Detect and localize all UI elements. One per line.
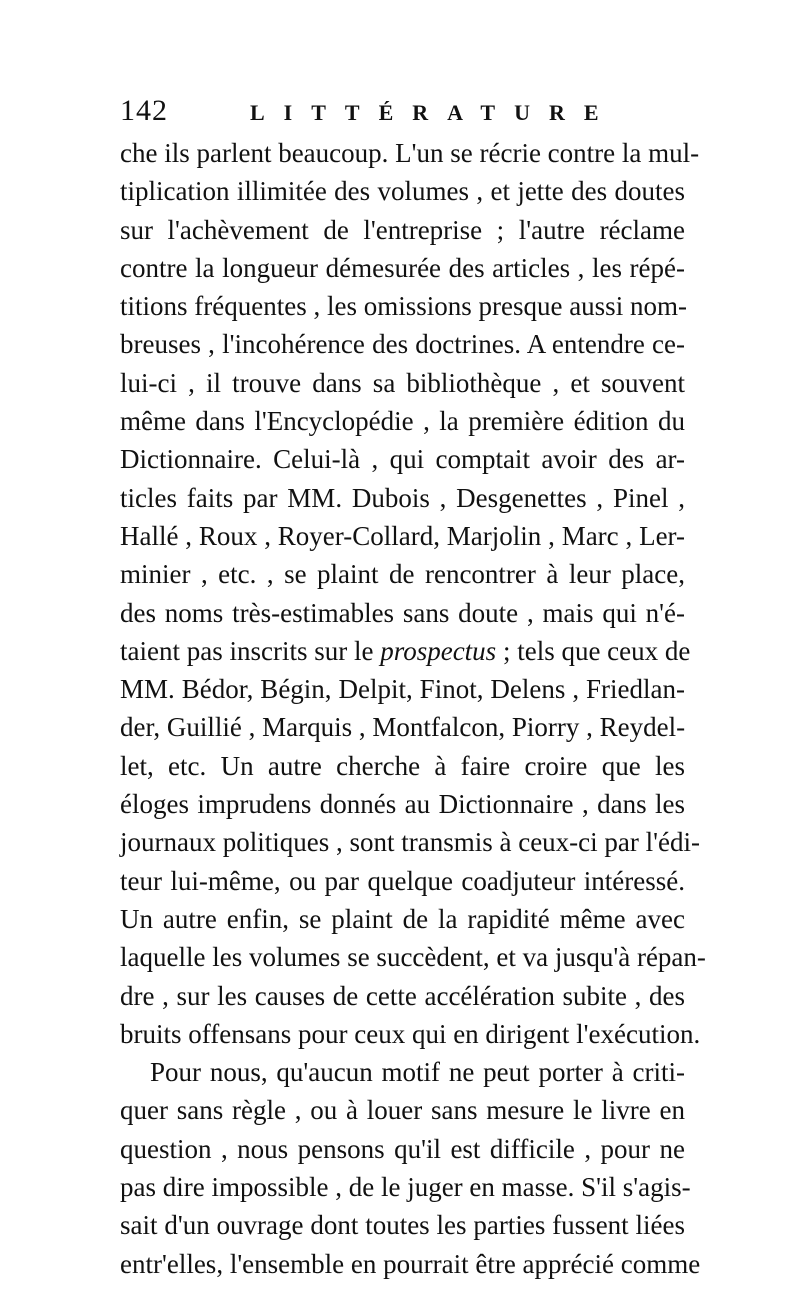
text-line: lui-ci , il trouve dans sa bibliothèque , et souvent <box>120 367 685 398</box>
text-line: journaux politiques , sont transmis à ceux-ci par l'édi- <box>120 827 700 858</box>
text-line: contre la longueur démesurée des articles , les répé- <box>120 252 685 283</box>
text-line: laquelle les volumes se succèdent, et va jusqu'à répan- <box>120 942 706 973</box>
text-line: tiplication illimitée des volumes , et jette des doutes <box>120 176 685 207</box>
text-line: taient pas inscrits sur le prospectus ; tels que ceux de <box>120 635 691 666</box>
text-line: Hallé , Roux , Royer-Collard, Marjolin , Marc , Ler- <box>120 520 685 551</box>
text-line: pas dire impossible , de le juger en masse. S'il s'agis- <box>120 1172 691 1203</box>
text-line: MM. Bédor, Bégin, Delpit, Finot, Delens , Friedlan- <box>120 674 685 705</box>
text-line: ticles faits par MM. Dubois , Desgenettes , Pinel , <box>120 482 685 513</box>
text-line: quer sans règle , ou à louer sans mesure le livre en <box>120 1095 685 1126</box>
body-text <box>120 134 706 1283</box>
paragraph-first-line: Pour nous, qu'aucun motif ne peut porter à criti- <box>150 1057 685 1088</box>
text-line: minier , etc. , se plaint de rencontrer à leur place, <box>120 559 685 590</box>
text-line: let, etc. Un autre cherche à faire croire que les <box>120 750 685 781</box>
text-line: question , nous pensons qu'il est difficile , pour ne <box>120 1133 685 1164</box>
italic-word: prospectus <box>380 635 497 666</box>
text-line: des noms très-estimables sans doute , mais qui n'é- <box>120 597 685 628</box>
text-line: che ils parlent beaucoup. L'un se récrie contre la mul- <box>120 138 700 168</box>
text-line: bruits offensans pour ceux qui en dirigent l'exécution. <box>120 1018 701 1049</box>
text-line: der, Guillié , Marquis , Montfalcon, Piorry , Reydel- <box>120 712 686 743</box>
text-line: éloges imprudens donnés au Dictionnaire , dans les <box>120 789 685 820</box>
text-line: Un autre enfin, se plaint de la rapidité même avec <box>120 903 685 934</box>
page-number: 142 <box>120 94 168 127</box>
text-line: teur lui-même, ou par quelque coadjuteur intéressé. <box>120 865 685 896</box>
running-title: LITTÉRATURE <box>250 100 618 125</box>
text-line: entr'elles, l'ensemble en pourrait être apprécié comme <box>120 1248 701 1279</box>
text-line: Dictionnaire. Celui-là , qui comptait avoir des ar- <box>120 444 685 475</box>
text-line: sur l'achèvement de l'entreprise ; l'autre réclame <box>120 214 685 245</box>
text-line: breuses , l'incohérence des doctrines. A entendre ce- <box>120 329 685 360</box>
text-line: titions fréquentes , les omissions presque aussi nom- <box>120 291 687 322</box>
text-line: sait d'un ouvrage dont toutes les parties fussent liées <box>120 1210 685 1241</box>
page-header <box>120 94 700 134</box>
text-line: dre , sur les causes de cette accélération subite , des <box>120 980 685 1011</box>
text-line: même dans l'Encyclopédie , la première édition du <box>120 406 685 437</box>
